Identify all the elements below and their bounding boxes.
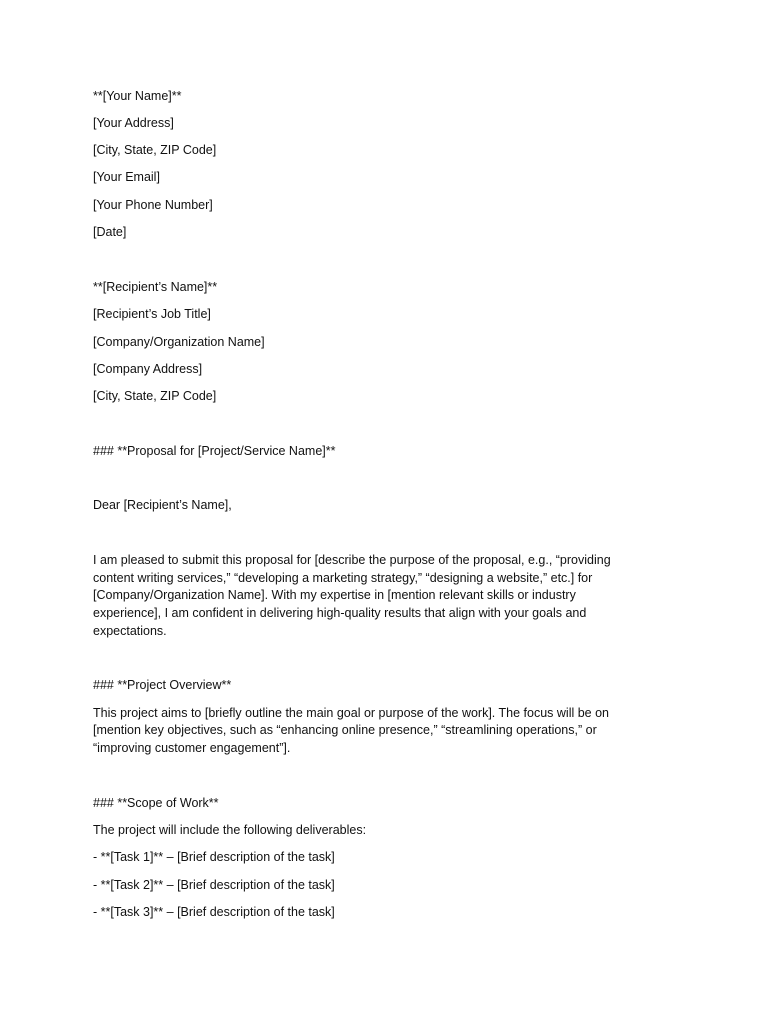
salutation: Dear [Recipient’s Name], bbox=[93, 498, 232, 512]
sender-email: [Your Email] bbox=[93, 170, 160, 184]
recipient-company: [Company/Organization Name] bbox=[93, 335, 265, 349]
scope-task: - **[Task 3]** – [Brief description of the task] bbox=[93, 905, 335, 919]
intro-line: I am pleased to submit this proposal for [describe the purpose of the proposal, e.g., “providing bbox=[93, 553, 611, 567]
recipient-city: [City, State, ZIP Code] bbox=[93, 389, 217, 403]
recipient-name: **[Recipient’s Name]** bbox=[93, 280, 218, 294]
scope-heading: ### **Scope of Work** bbox=[93, 796, 219, 810]
recipient-address: [Company Address] bbox=[93, 362, 203, 376]
overview-line: “improving customer engagement”]. bbox=[93, 741, 291, 755]
overview-line: [mention key objectives, such as “enhancing online presence,” “streamlining operations,” or bbox=[93, 723, 597, 737]
proposal-heading: ### **Proposal for [Project/Service Name]** bbox=[93, 444, 336, 458]
scope-task: - **[Task 2]** – [Brief description of the task] bbox=[93, 878, 335, 892]
sender-name: **[Your Name]** bbox=[93, 89, 182, 103]
intro-line: expectations. bbox=[93, 624, 167, 638]
sender-address: [Your Address] bbox=[93, 116, 174, 130]
intro-line: experience], I am confident in delivering high-quality results that align with your goals and bbox=[93, 606, 587, 620]
sender-phone: [Your Phone Number] bbox=[93, 198, 213, 212]
recipient-job-title: [Recipient’s Job Title] bbox=[93, 307, 211, 321]
overview-line: This project aims to [briefly outline the main goal or purpose of the work]. The focus will be on bbox=[93, 706, 609, 720]
sender-city: [City, State, ZIP Code] bbox=[93, 143, 217, 157]
overview-heading: ### **Project Overview** bbox=[93, 678, 232, 692]
intro-line: [Company/Organization Name]. With my expertise in [mention relevant skills or industry bbox=[93, 588, 576, 602]
scope-task: - **[Task 1]** – [Brief description of the task] bbox=[93, 850, 335, 864]
intro-line: content writing services,” “developing a marketing strategy,” “designing a website,” etc.] for bbox=[93, 571, 593, 585]
scope-intro: The project will include the following deliverables: bbox=[93, 823, 367, 837]
sender-date: [Date] bbox=[93, 225, 127, 239]
